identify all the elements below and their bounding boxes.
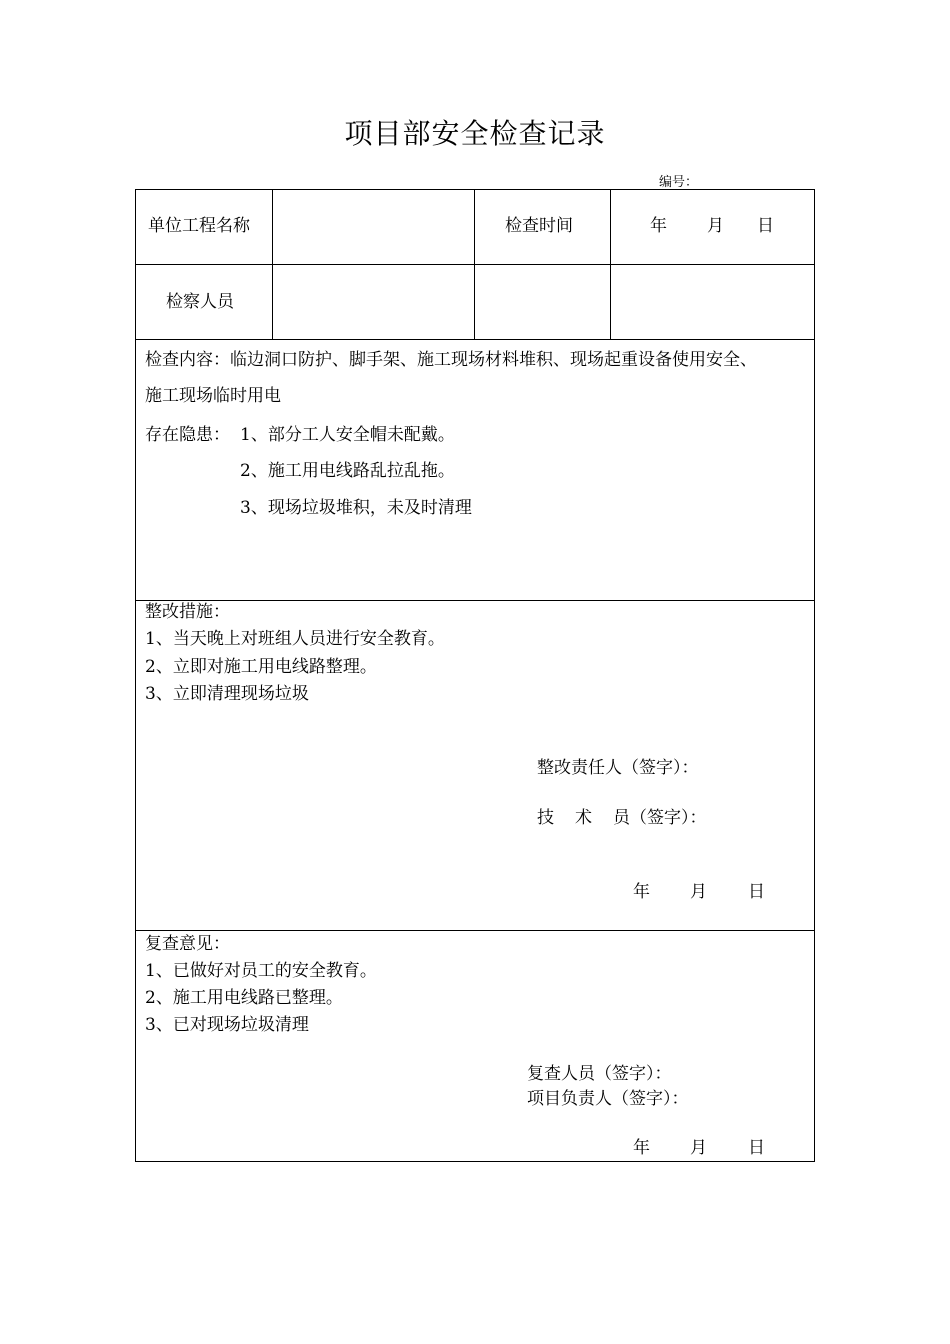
check-day-label: 日 (757, 216, 774, 236)
hazards-label: 存在隐患： (145, 425, 230, 445)
inspection-content-line1: 检查内容：临边洞口防护、脚手架、施工现场材料堆积、现场起重设备使用安全、 (145, 350, 757, 370)
rectification-item: 2、立即对施工用电线路整理。 (145, 657, 377, 677)
serial-number-label: 编号： (659, 175, 699, 190)
review-item: 2、施工用电线路已整理。 (145, 988, 343, 1008)
review-item: 1、已做好对员工的安全教育。 (145, 961, 377, 981)
review-day-label: 日 (748, 1138, 765, 1158)
inspection-content-line2: 施工现场临时用电 (145, 386, 281, 406)
row-divider (135, 600, 815, 601)
hazard-item: 2、施工用电线路乱拉乱拖。 (240, 461, 455, 481)
technician-label-char: 技 (537, 808, 554, 828)
rectification-item: 3、立即清理现场垃圾 (145, 684, 309, 704)
rectification-month-label: 月 (690, 882, 707, 902)
row-divider (135, 264, 815, 265)
check-month-label: 月 (707, 216, 724, 236)
column-divider (474, 189, 475, 339)
technician-signature: 员（签字）： (613, 808, 707, 828)
column-divider (610, 189, 611, 339)
inspectors-label: 检察人员 (166, 292, 234, 312)
hazard-item: 3、现场垃圾堆积，未及时清理 (240, 498, 472, 518)
review-label: 复查意见： (145, 934, 230, 954)
row-divider (135, 930, 815, 931)
rectification-year-label: 年 (633, 882, 650, 902)
reviewer-signature: 复查人员（签字）： (527, 1064, 672, 1084)
project-manager-signature: 项目负责人（签字）： (527, 1089, 689, 1109)
rectification-day-label: 日 (748, 882, 765, 902)
technician-label-char: 术 (575, 808, 592, 828)
hazard-item: 1、部分工人安全帽未配戴。 (240, 425, 455, 445)
page-title: 项目部安全检查记录 (344, 117, 606, 150)
project-name-label: 单位工程名称 (148, 216, 250, 236)
review-year-label: 年 (633, 1138, 650, 1158)
review-month-label: 月 (690, 1138, 707, 1158)
check-year-label: 年 (650, 216, 667, 236)
review-item: 3、已对现场垃圾清理 (145, 1015, 309, 1035)
check-time-label: 检查时间 (505, 216, 573, 236)
column-divider (272, 189, 273, 339)
rectification-responsible-signature: 整改责任人（签字）： (537, 758, 699, 778)
project-name-field[interactable] (284, 216, 464, 236)
rectification-item: 1、当天晚上对班组人员进行安全教育。 (145, 629, 445, 649)
row-divider (135, 339, 815, 340)
rectification-label: 整改措施： (145, 602, 230, 622)
